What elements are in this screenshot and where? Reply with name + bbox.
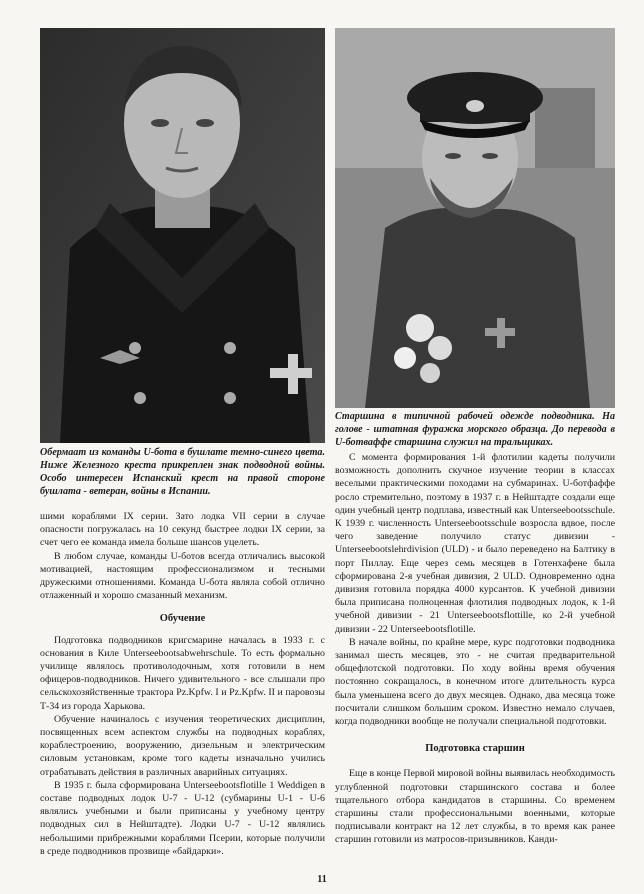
photo-obermaat [40,28,325,443]
paragraph: В любом случае, команды U-ботов всегда отличались высокой мотивацией, настоящим профессионализмом и тесными дружескими отношениями. Команда U-бота являла собой отлично отлаженный и хорошо смазанный механизм. [40,550,325,602]
photo-starshina [335,28,615,408]
paragraph: Подготовка подводников кригсмарине началась в 1933 г. с основания в Киле Unterseebootsabwehrschule. То есть формально училище являлось противолодочным, хотя готовили в нем офицеров-подводников. Ничего удивительного - все слышали про сельскохозяйственные трактора Pz.Kpfw. I и Pz.Kpfw. II и паровозы Т-34 из города Харькова. [40,634,325,712]
paragraph: С момента формирования 1-й флотилии кадеты получили возможность дополнить скучное изучение теории в классах веселыми практическими походами на субмаринах. U-ботфаффе росло стремительно, поэтому в 1937 г. в Нейштадте создали еще один учебный центр подплава, известный как Unterseebootsschule. К 1939 г. численность Unterseebootsschule возросла вдвое, после чего заведение получило статус дивизии - Unterseebootslehrdivision (ULD) - и было переведено на Балтику в порт Пиллау. Еще через семь месяцев в Готенхафене была сформирована 2-я учебная дивизия, 2 ULD. Одновременно одна дивизия готовила порядка 4000 курсантов. К учебной дивизии была приписана полноценная флотилия подводных лодок, к 1-й учебной дивизии - 21 Unterseebootsflottille, ко 2-й учебной дивизии - 22 Unterseebootsflotille. [335,452,615,635]
text-column-left [40,510,325,858]
section-heading: Обучение [159,613,206,625]
paragraph: Обучение начиналось с изучения теоретических дисциплин, посвященных всем аспектом службы на подводных кораблях, кораблестроению, вооружению, дизельным и электрическим силовым установкам, кроме того кадеты изначально учились отрабатывать действия в различных аварийных ситуациях. [40,713,325,778]
section-heading: Подготовка старшин [425,743,525,755]
paragraph: Еще в конце Первой мировой войны выявилась необходимость углубленной подготовки старшинского состава и более тщательного отбора кандидатов в старшины. Со временем старшины стали профессиональными военными, которые подписывали контракт на 12 лет службы, в то время как ранее старшин готовили из матросов-призывников. Канди- [335,768,615,846]
page-number: 11 [317,874,327,885]
paragraph: В 1935 г. была сформирована Unterseebootsflotille 1 Weddigen в составе подводных лодок U-7 - U-12 (субмарины U-1 - U-6 являлись учебными и были приписаны у учебному центру подводных сил в Нейштадте). Лодки U-7 - U-12 являлись небольшими прибрежными кораблями Псерии, которые получили в среде подводников прозвище «байдарки». [40,779,325,857]
paragraph: шими кораблями IX серии. Зато лодка VII серии в случае опасности погружалась на 10 секунд быстрее лодки IX серии, за счет чего ее команда имела больше шансов уцелеть. [40,511,325,549]
paragraph: В начале войны, по крайне мере, курс подготовки подводника занимал шесть месяцев, это - не считая предварительной общефлотской подготовки. По ходу войны время обучения постоянно сокращалось, в конечном итоге длительность курса была уменьшена всего до двух месяцев. Однако, два месяца тоже посчитали слишком большим сроком. Известно немало случаев, когда подводники вообще не получали специальной подготовки. [335,636,615,728]
photo-caption-left: Обермаат из команды U-бота в бушлате темно-синего цвета. Ниже Железного креста прикреплен знак подводной войны. Особо интересен Испанский крест на правой стороне бушлата - ветеран, войны в Испании. [40,447,325,497]
text-column-right [335,451,615,847]
photo-caption-right: Старшина в типичной рабочей одежде подводника. На голове - штатная фуражка морского образца. До перевода в U-ботваффе старшина служил на тральщиках. [335,411,615,448]
